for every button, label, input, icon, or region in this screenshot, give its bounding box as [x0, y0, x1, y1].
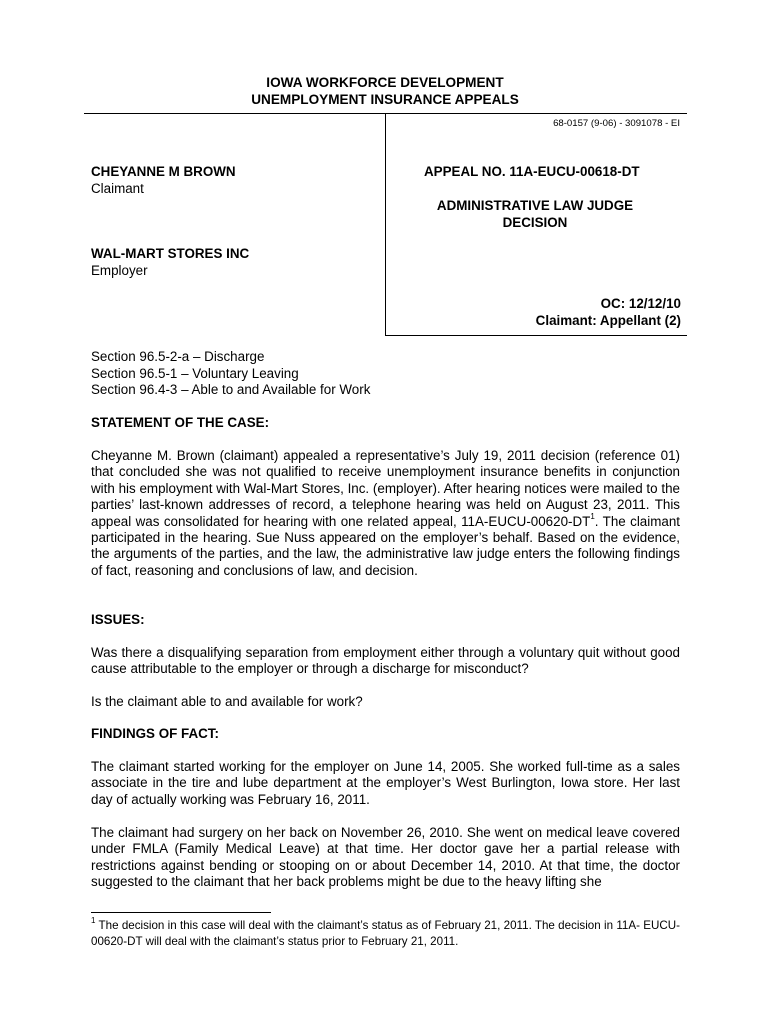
issues-heading: ISSUES:: [91, 612, 145, 627]
decision-title-line2: DECISION: [502, 215, 568, 230]
division-name: UNEMPLOYMENT INSURANCE APPEALS: [251, 92, 519, 107]
findings-heading: FINDINGS OF FACT:: [91, 726, 219, 741]
appeal-number: APPEAL NO. 11A-EUCU-00618-DT: [424, 164, 640, 179]
section-list: [91, 349, 370, 399]
footnote: [91, 918, 680, 950]
section-item: Section 96.5-1 – Voluntary Leaving: [91, 365, 299, 381]
employer-name: WAL-MART STORES INC: [91, 246, 250, 261]
issue-question-2: Is the claimant able to and available for work?: [91, 694, 363, 709]
issue-question-1: Was there a disqualifying separation from employment either through a voluntary quit without good cause attributable to the employer or through a discharge for misconduct?: [91, 645, 680, 677]
caption-divider: [385, 113, 386, 335]
claimant-name: CHEYANNE M BROWN: [91, 164, 236, 179]
statement-text: Cheyanne M. Brown (claimant) appealed a representative’s July 19, 2011 decision (reference 01) that concluded she was not qualified to receive unemployment insurance benefits in conjunction with his employment with Wal-Mart Stores, Inc. (employer). After hearing notices were mailed to the parties’ last-known addresses of record, a telephone hearing was held on August 23, 2011. This appeal was consolidated for hearing with one related appeal, 11A-EUCU-00620-DT: [91, 448, 680, 529]
caption-bottom-rule: [385, 335, 687, 336]
findings-paragraph-2: The claimant had surgery on her back on November 26, 2010. She went on medical leave covered under FMLA (Family Medical Leave) at that time. Her doctor gave her a partial release with restrictions against bending or stooping on or about December 14, 2010. At that time, the doctor suggested to the claimant that her back problems might be due to the heavy lifting she: [91, 825, 680, 890]
employer-role: Employer: [91, 263, 148, 278]
agency-title: [0, 74, 770, 108]
form-code: 68-0157 (9-06) - 3091078 - EI: [553, 118, 680, 129]
footnote-text: The decision in this case will deal with the claimant’s status as of February 21, 2011. The decision in 11A- EUCU-00620-DT will deal with the claimant’s status prior to February 21, 2011.: [91, 919, 680, 948]
statement-text-continued: . The claimant participated in the hearing. Sue Nuss appeared on the employer’s behalf. Based on the evidence, the arguments of the parties, and the law, the administrative law judge enters the following findings of fact, reasoning and conclusions of law, and decision.: [91, 513, 681, 578]
findings-paragraph-1: The claimant started working for the employer on June 14, 2005. She worked full-time as a sales associate in the tire and lube department at the employer’s West Burlington, Iowa store. Her last day of actually working was February 16, 2011.: [91, 759, 680, 807]
footnote-separator: [91, 912, 271, 913]
decision-title-line1: ADMINISTRATIVE LAW JUDGE: [436, 198, 634, 213]
section-item: Section 96.4-3 – Able to and Available for Work: [91, 382, 371, 398]
section-item: Section 96.5-2-a – Discharge: [91, 349, 265, 364]
decision-title: [400, 197, 670, 231]
statement-paragraph: [91, 448, 680, 579]
footnote-reference: 1: [590, 511, 595, 521]
oc-date: OC: 12/12/10: [600, 296, 681, 311]
claimant-status: Claimant: Appellant (2): [535, 313, 681, 328]
agency-name: IOWA WORKFORCE DEVELOPMENT: [266, 75, 504, 90]
statement-heading: STATEMENT OF THE CASE:: [91, 415, 270, 430]
footnote-mark: 1: [91, 916, 96, 925]
claimant-role: Claimant: [91, 181, 144, 196]
